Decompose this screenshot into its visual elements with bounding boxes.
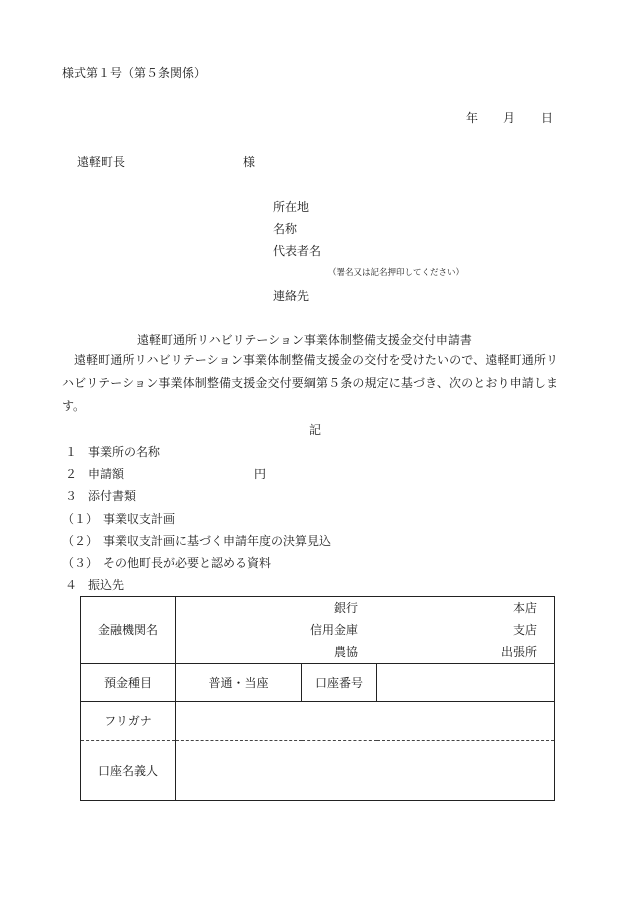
attachment-2-label: 事業収支計画に基づく申請年度の決算見込 [103,534,332,548]
item-1-label: 事業所の名称 [88,445,161,459]
institution-row [81,597,555,664]
holder-row [81,741,555,801]
furigana-label: フリガナ [81,702,176,741]
date-month: 月 [503,111,516,125]
ki-heading: 記 [309,423,322,437]
sign-note: （署名又は記名押印してください） [328,268,465,278]
account-type-value[interactable]: 普通・当座 [176,664,302,702]
account-number-label: 口座番号 [302,664,377,702]
applicant-location-label: 所在地 [273,200,310,214]
item-4-label: 振込先 [88,578,125,592]
furigana-row [81,702,555,741]
holder-label: 口座名義人 [81,741,176,801]
applicant-contact-label: 連絡先 [273,289,310,303]
account-number-field[interactable] [377,664,555,702]
bank-type-bank: 銀行 [334,601,359,615]
applicant-representative-label: 代表者名 [273,244,322,258]
date-day: 日 [541,111,554,125]
furigana-field[interactable] [176,702,555,741]
body-paragraph: 遠軽町通所リハビリテーション事業体制整備支援金の交付を受けたいので、遠軽町通所リハビリテーション事業体制整備支援金交付要綱第５条の規定に基づき、次のとおり申請します。 [62,353,558,413]
attachment-3-number: （３） [62,556,99,570]
item-4-number: ４ [65,578,78,592]
institution-label: 金融機関名 [81,597,176,664]
attachment-2-number: （２） [62,534,99,548]
bank-account-table [80,596,555,801]
item-2-unit: 円 [254,467,267,481]
institution-value-cell[interactable] [176,597,555,664]
branch-type-branch: 支店 [513,623,538,637]
item-3-number: ３ [65,489,78,503]
bank-type-shinkin: 信用金庫 [310,623,359,637]
attachment-3-label: その他町長が必要と認める資料 [103,556,272,570]
attachment-1-number: （１） [62,512,99,526]
item-1-number: １ [65,445,78,459]
document-title: 遠軽町通所リハビリテーション事業体制整備支援金交付申請書 [137,333,472,347]
form-label: 様式第１号（第５条関係） [62,66,207,80]
bank-type-nokyo: 農協 [334,645,359,659]
item-2-number: ２ [65,467,78,481]
addressee-honorific: 様 [243,155,256,169]
branch-type-main: 本店 [513,601,538,615]
applicant-name-label: 名称 [273,222,298,236]
date-year: 年 [466,111,479,125]
item-3-label: 添付書類 [88,489,137,503]
holder-field[interactable] [176,741,555,801]
item-2-label: 申請額 [88,467,125,481]
account-type-label: 預金種目 [81,664,176,702]
account-type-row [81,664,555,702]
attachment-1-label: 事業収支計画 [103,512,176,526]
branch-type-office: 出張所 [501,645,538,659]
addressee-name: 遠軽町長 [77,155,126,169]
